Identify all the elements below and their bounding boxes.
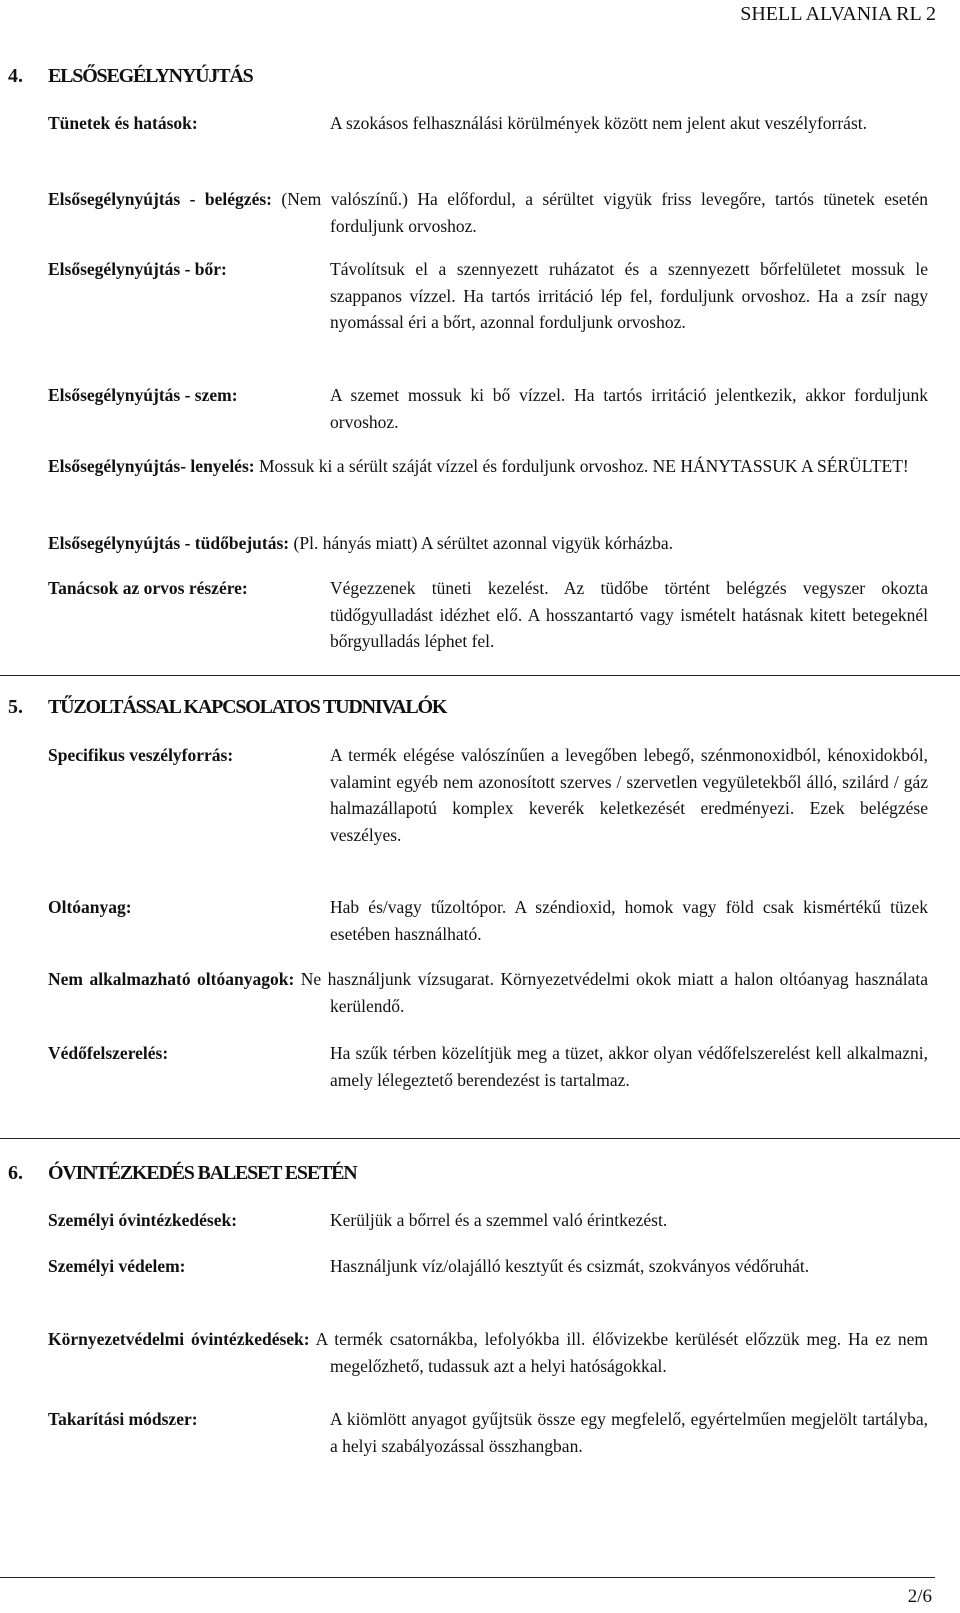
row-label: Elsősegélynyújtás - belégzés: (48, 189, 272, 209)
section-4-title (8, 63, 253, 89)
row-text: Ne használjunk vízsugarat. Környezetvédelmi okok miatt a halon oltóanyag használata kerülendő. (300, 969, 929, 1016)
row-label: Személyi óvintézkedések: (48, 1210, 238, 1230)
cleanup-method-row (48, 1406, 928, 1459)
section-number: 6. (8, 1162, 23, 1184)
row-label: Elsősegélynyújtás - tüdőbejutás: (48, 533, 290, 553)
section-5-title (8, 694, 446, 720)
section-heading: ELSŐSEGÉLYNYÚJTÁS (48, 65, 253, 87)
section-divider (0, 1138, 960, 1139)
row-text: (Nem valószínű.) Ha előfordul, a sérültet vigyük friss levegőre, tartós tünetek esetén forduljunk orvoshoz. (281, 189, 928, 236)
row-label: Takarítási módszer: (48, 1409, 198, 1429)
personal-protection-row (48, 1253, 928, 1280)
first-aid-symptoms-row (48, 110, 928, 137)
first-aid-aspiration-row (48, 530, 928, 557)
row-text: Mossuk ki a sérült száját vízzel és forduljunk orvoshoz. NE HÁNYTASSUK A SÉRÜLTET! (258, 456, 909, 476)
row-label: Tünetek és hatások: (48, 113, 198, 133)
section-number: 4. (8, 65, 23, 87)
first-aid-inhalation-row (48, 186, 928, 239)
row-label: Elsősegélynyújtás- lenyelés: (48, 456, 255, 476)
row-text: Távolítsuk el a szennyezett ruházatot és a szennyezett bőrfelületet mossuk le szappanos vízzel. Ha tartós irritáció lép fel, forduljunk orvoshoz. Ha a zsír nagy nyomással éri a bőrt, azonnal forduljunk orvoshoz. (330, 259, 928, 332)
row-text: A szemet mossuk ki bő vízzel. Ha tartós irritáció jelentkezik, akkor forduljunk orvoshoz. (330, 385, 928, 432)
footer-divider (0, 1577, 935, 1578)
first-aid-ingestion-row (48, 453, 928, 480)
personal-precautions-row (48, 1207, 928, 1234)
row-text: Végezzenek tüneti kezelést. Az tüdőbe történt belégzés vegyszer okozta tüdőgyulladást idézhet elő. A hosszantartó vagy ismételt hatásnak kitett betegeknél bőrgyulladás léphet fel. (330, 578, 928, 651)
environmental-precautions-row (48, 1326, 928, 1379)
page-number: 2/6 (907, 1586, 932, 1607)
extinguishing-media-row (48, 894, 928, 947)
row-label: Specifikus veszélyforrás: (48, 745, 234, 765)
first-aid-skin-row (48, 256, 928, 336)
row-label: Nem alkalmazható oltóanyagok: (48, 969, 295, 989)
section-number: 5. (8, 696, 23, 718)
row-text: A szokásos felhasználási körülmények között nem jelent akut veszélyforrást. (330, 113, 867, 133)
row-text: A termék csatornákba, lefolyókba ill. élővizekbe kerülését előzzük meg. Ha ez nem megelőzhető, tudassuk azt a helyi hatóságokkal. (315, 1329, 928, 1376)
row-text: Ha szűk térben közelítjük meg a tüzet, akkor olyan védőfelszerelést kell alkalmazni, amely lélegeztető berendezést is tartalmaz. (330, 1043, 928, 1090)
row-label: Elsősegélynyújtás - bőr: (48, 259, 227, 279)
row-label: Védőfelszerelés: (48, 1043, 169, 1063)
unsuitable-media-row (48, 966, 928, 1019)
section-heading: TŰZOLTÁSSAL KAPCSOLATOS TUDNIVALÓK (48, 696, 447, 718)
row-label: Környezetvédelmi óvintézkedések: (48, 1329, 310, 1349)
row-text: A kiömlött anyagot gyűjtsük össze egy megfelelő, egyértelműen megjelölt tartályba, a helyi szabályozással összhangban. (330, 1409, 928, 1456)
specific-hazard-row (48, 742, 928, 848)
row-text: Hab és/vagy tűzoltópor. A széndioxid, homok vagy föld csak kismértékű tüzek esetében használható. (330, 897, 928, 944)
row-text: Használjunk víz/olajálló kesztyűt és csizmát, szokványos védőruhát. (330, 1256, 810, 1276)
row-label: Személyi védelem: (48, 1256, 186, 1276)
section-heading: ÓVINTÉZKEDÉS BALESET ESETÉN (48, 1162, 357, 1184)
document-header-product: SHELL ALVANIA RL 2 (740, 3, 936, 25)
advice-to-physician-row (48, 575, 928, 655)
first-aid-eye-row (48, 382, 928, 435)
row-text: (Pl. hányás miatt) A sérültet azonnal vigyük kórházba. (293, 533, 674, 553)
section-divider (0, 675, 960, 676)
row-text: Kerüljük a bőrrel és a szemmel való érintkezést. (330, 1210, 668, 1230)
row-text: A termék elégése valószínűen a levegőben lebegő, szénmonoxidból, kénoxidokból, valamint egyéb nem azonosított szerves / szervetlen vegyületekből álló, szilárd / gáz halmazállapotú komplex keverék keletkezését eredményezi. Ezek belégzése veszélyes. (330, 745, 928, 845)
protective-equipment-row (48, 1040, 928, 1093)
row-label: Tanácsok az orvos részére: (48, 578, 248, 598)
section-6-title (8, 1160, 356, 1186)
row-label: Elsősegélynyújtás - szem: (48, 385, 238, 405)
row-label: Oltóanyag: (48, 897, 132, 917)
